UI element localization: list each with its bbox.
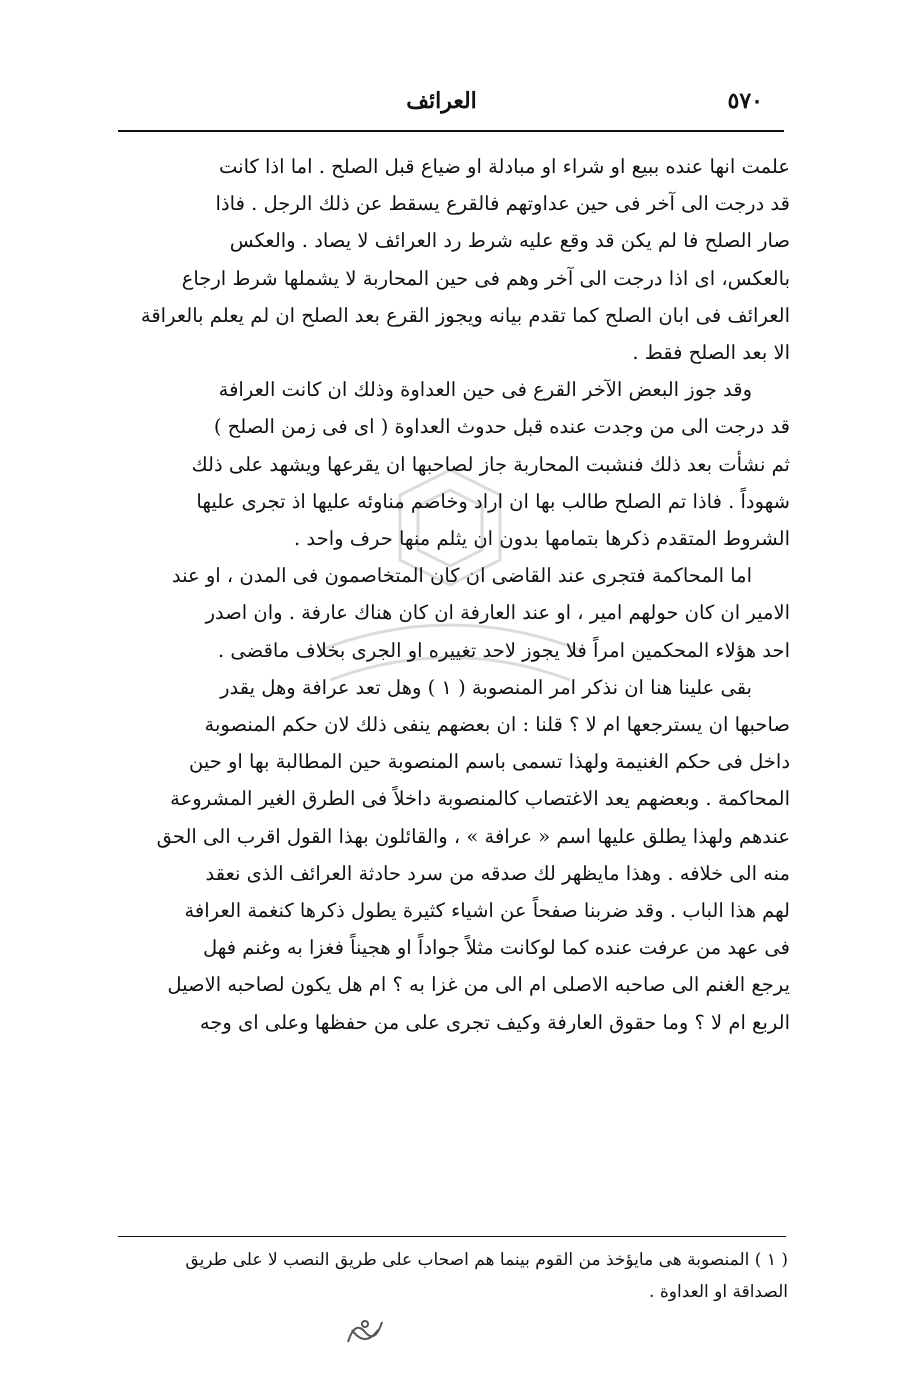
text-line: اما المحاكمة فتجرى عند القاضى ان كان المتخاصمون فى المدن ، او عند <box>171 564 752 588</box>
text-line: شهوداً . فاذا تم الصلح طالب بها ان اراد وخاصم مناوئه عليها اذ تجرى عليها <box>196 489 790 513</box>
text-line: العرائف فى ابان الصلح كما تقدم بيانه ويجوز القرع بعد الصلح ان لم يعلم بالعراقة <box>140 303 790 327</box>
text-line: فى عهد من عرفت عنده كما لوكانت مثلاً جواداً او هجيناً فغزا به وغنم فهل <box>202 936 790 960</box>
text-line: علمت انها عنده ببيع او شراء او مبادلة او ضياع قبل الصلح . اما اذا كانت <box>219 155 790 178</box>
text-line: احد هؤلاء المحكمين امراً فلا يجوز لاحد تغييره او الجرى بخلاف ماقضى . <box>218 638 790 662</box>
text-line: الربع ام لا ؟ وما حقوق العارفة وكيف تجرى على من حفظها وعلى اى وجه <box>199 1010 790 1034</box>
ornament-icon <box>340 1312 390 1352</box>
text-line: وقد جوز البعض الآخر القرع فى حين العداوة وذلك ان كانت العرافة <box>218 378 752 402</box>
main-text <box>120 148 790 1041</box>
text-line: داخل فى حكم الغنيمة ولهذا تسمى باسم المنصوبة حين المطالبة بها او حين <box>189 750 790 774</box>
text-line: الشروط المتقدم ذكرها بتمامها بدون ان يثلم منها حرف واحد . <box>294 527 790 551</box>
footnote <box>120 1244 788 1308</box>
text-line: صار الصلح فا لم يكن قد وقع عليه شرط رد العرائف لا يصاد . والعكس <box>229 229 790 253</box>
text-line: الامير ان كان حولهم امير ، او عند العارفة ان كان هناك عارفة . وان اصدر <box>205 601 790 625</box>
text-line: بالعكس، اى اذا درجت الى آخر وهم فى حين المحاربة لا يشملها شرط ارجاع <box>181 266 790 290</box>
text-line: المحاكمة . وبعضهم يعد الاغتصاب كالمنصوبة داخلاً فى الطرق الغير المشروعة <box>170 787 790 811</box>
text-line: الا بعد الصلح فقط . <box>632 341 790 365</box>
paragraph-1 <box>120 148 790 371</box>
text-line: قد درجت الى آخر فى حين عداوتهم فالقرع يسقط عن ذلك الرجل . فاذا <box>215 192 790 216</box>
running-title: العرائف <box>406 88 477 114</box>
text-line: منه الى خلافه . وهذا مايظهر لك صدقه من سرد حادثة العرائف الذى نعقد <box>205 861 790 885</box>
paragraph-3 <box>120 557 790 669</box>
paragraph-2 <box>120 371 790 557</box>
footnote-line: الصداقة او العداوة . <box>649 1282 788 1302</box>
text-line: لهم هذا الباب . وقد ضربنا صفحاً عن اشياء كثيرة يطول ذكرها كنغمة العرافة <box>184 899 790 923</box>
text-line: قد درجت الى من وجدت عنده قبل حدوث العداوة ( اى فى زمن الصلح ) <box>213 415 790 439</box>
text-line: يرجع الغنم الى صاحبه الاصلى ام الى من غزا به ؟ ام هل يكون لصاحبه الاصيل <box>167 973 790 997</box>
footnote-line: ( ١ ) المنصوبة هى مايؤخذ من القوم بينما هم اصحاب على طريق النصب لا على طريق <box>185 1250 788 1270</box>
text-line: صاحبها ان يسترجعها ام لا ؟ قلنا : ان بعضهم ينفى ذلك لان حكم المنصوبة <box>204 713 790 737</box>
footnote-divider <box>118 1236 786 1237</box>
page-header <box>120 88 763 128</box>
text-line: ثم نشأت بعد ذلك فنشبت المحاربة جاز لصاحبها ان يقرعها ويشهد على ذلك <box>191 452 790 476</box>
header-divider <box>118 130 784 132</box>
text-line: عندهم ولهذا يطلق عليها اسم « عرافة » ، والقائلون بهذا القول اقرب الى الحق <box>156 824 790 848</box>
page-number: ٥٧٠ <box>727 88 763 114</box>
paragraph-4 <box>120 669 790 1041</box>
text-line: بقى علينا هنا ان نذكر امر المنصوبة ( ١ ) وهل تعد عرافة وهل يقدر <box>220 675 752 699</box>
